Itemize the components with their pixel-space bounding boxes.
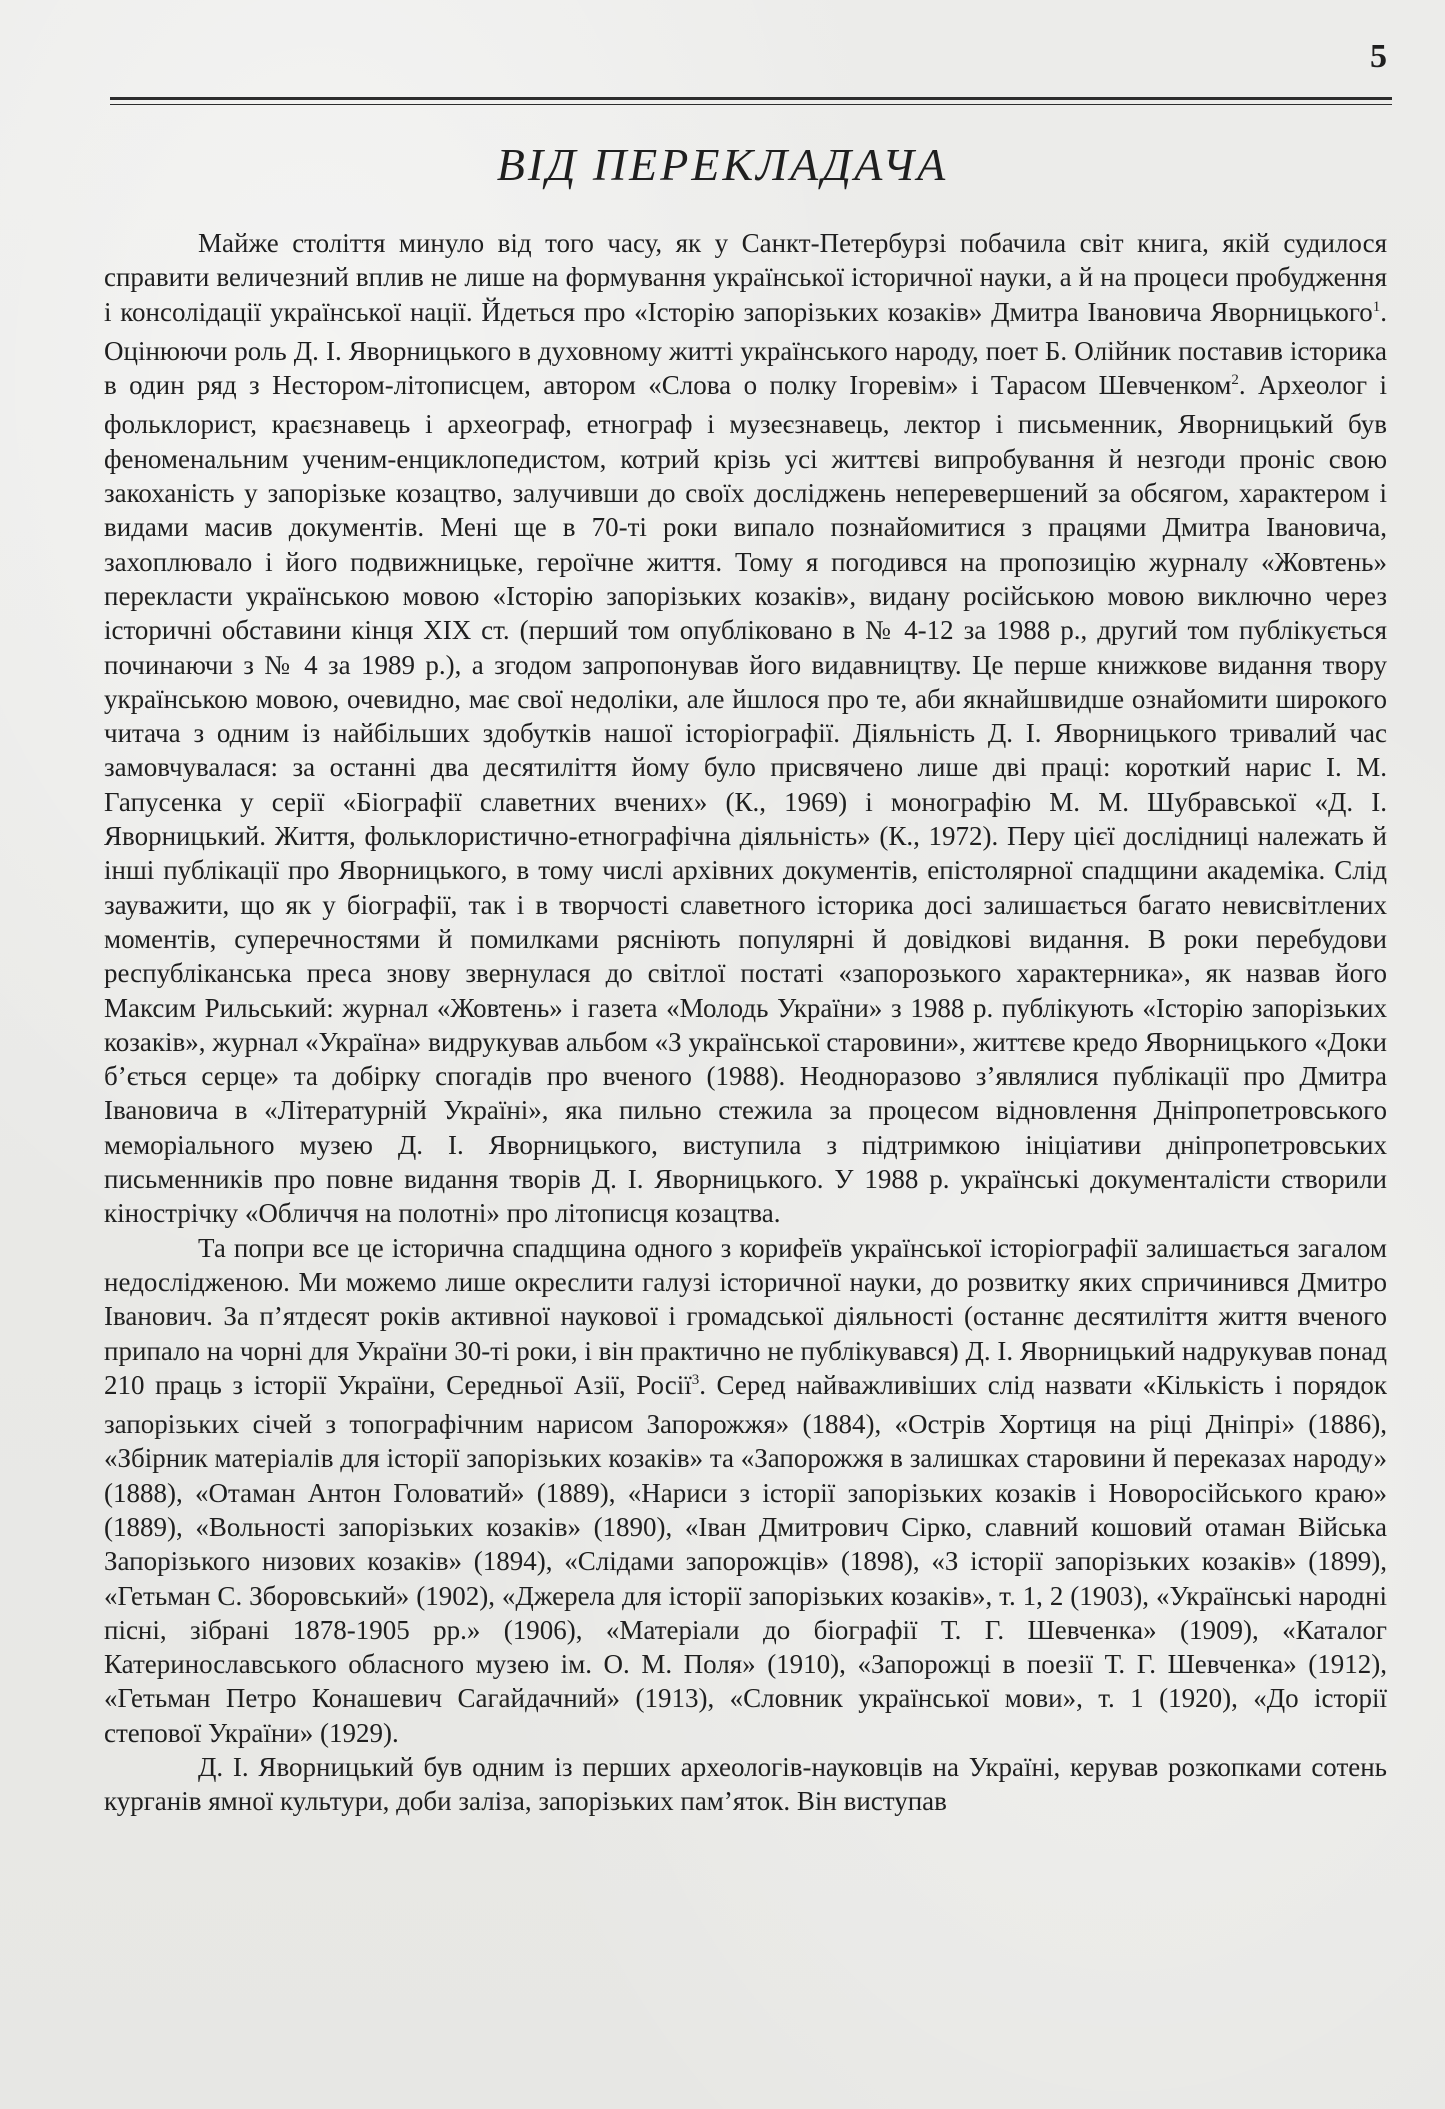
paragraph-2 <box>104 1231 1387 1750</box>
paragraph-1-part-c: . Археолог і фольклорист, краєзнавець і археограф, етнограф і музеєзнавець, лектор і письменник, Яворницький був феноменальним ученим-енциклопедистом, котрий крізь усі життєві випробування й незгоди проніс свою закоханість у запорізьке козацтво, залучивши до своїх досліджень неперевершений за обсягом, характером і видами масив документів. Мені ще в 70-ті роки випало познайомитися з працями Дмитра Івановича, захоплювало і його подвижницьке, героїчне життя. Тому я погодився на пропозицію журналу «Жовтень» перекласти українською мовою «Історію запорізьких козаків», видану російською мовою виключно через історичні обставини кінця XIX ст. (перший том опубліковано в № 4-12 за 1988 р., другий том публікується починаючи з № 4 за 1989 р.), а згодом запропонував його видавництву. Це перше книжкове видання твору українською мовою, очевидно, має свої недоліки, але йшлося про те, аби якнайшвидше ознайомити широкого читача з одним із найбільших здобутків нашої історіографії. Діяльність Д. І. Яворницького тривалий час замовчувалася: за останні два десятиліття йому було присвячено лише дві праці: короткий нарис І. М. Гапусенка у серії «Біографії славетних вчених» (К., 1969) і монографію М. М. Шубравської «Д. І. Яворницький. Життя, фольклористично-етнографічна діяльність» (К., 1972). Перу цієї дослідниці належать й інші публікації про Яворницького, в тому числі архівних документів, епістолярної спадщини академіка. Слід зауважити, що як у біографії, так і в творчості славетного історика досі залишається багато невисвітлених моментів, суперечностями й помилками рясніють популярні й довідкові видання. В роки перебудови республіканська преса знову звернулася до світлої постаті «запорозького характерника», як назвав його Максим Рильський: журнал «Жовтень» і газета «Молодь України» з 1988 р. публікують «Історію запорізьких козаків», журнал «Україна» видрукував альбом «З української старовини», життєве кредо Яворницького «Доки б’ється серце» та добірку спогадів про вченого (1988). Неодноразово з’являлися публікації про Дмитра Івановича в «Літературній Україні», яка пильно стежила за процесом відновлення Дніпропетровського меморіального музею Д. І. Яворницького, виступила з підтримкою ініціативи дніпропетровських письменників про повне видання творів Д. І. Яворницького. У 1988 р. українські документалісти створили кінострічку «Обличчя на полотні» про літописця козацтва. <box>104 370 1387 1229</box>
footnote-2: 2 <box>1231 372 1239 389</box>
paragraph-1 <box>104 226 1387 1231</box>
footnote-3: 3 <box>691 1371 700 1388</box>
paragraph-1-part-a: Майже століття минуло від того часу, як у Санкт-Петербурзі побачила світ книга, якій судилося справити величезний вплив не лише на формування української історичної науки, а й на процеси пробудження і консолідації української нації. Йдеться про «Історію запорізьких козаків» Дмитра Івановича Яворницького <box>104 228 1387 327</box>
footnote-1: 1 <box>1372 298 1381 315</box>
body-text <box>104 226 1387 1819</box>
page-number: 5 <box>1370 38 1387 75</box>
paragraph-2-part-a: Та попри все це історична спадщина одного з корифеїв української історіографії залишається загалом недослідженою. Ми можемо лише окреслити галузі історичної науки, до розвитку яких спричинився Дмитро Іванович. За п’ятдесят років активної наукової і громадської діяльності (останнє десятиліття життя вченого припало на чорні для України 30-ті роки, і він практично не публікувався) Д. І. Яворницький надрукував понад 210 праць з історії України, Середньої Азії, Росії <box>104 1232 1387 1400</box>
paragraph-3: Д. І. Яворницький був одним із перших археологів-науковців на Україні, керував розкопками сотень курганів ямної культури, доби заліза, запорізьких пам’яток. Він виступав <box>104 1752 1387 1817</box>
header-rule-thick <box>110 97 1392 100</box>
header-rule-thin <box>110 104 1392 105</box>
paragraph-1-part-b: . Оцінюючи роль Д. І. Яворницького в духовному житті українського народу, поет Б. Олійник поставив історика в один ряд з Нестором-літописцем, автором «Слова о полку Ігоревім» і Тарасом Шевченком <box>104 296 1387 401</box>
paragraph-2-part-b: . Серед найважливіших слід назвати «Кількість і порядок запорізьких січей з топографічним нарисом Запорожжя» (1884), «Острів Хортиця на ріці Дніпрі» (1886), «Збірник матеріалів для історії запорізьких козаків» та «Запорожжя в залишках старовини й переказах народу» (1888), «Отаман Антон Головатий» (1889), «Нариси з історії запорізьких козаків і Новоросійського краю» (1889), «Вольності запорізьких козаків» (1890), «Іван Дмитрович Сірко, славний кошовий отаман Війська Запорізького низових козаків» (1894), «Слідами запорожців» (1898), «З історії запорізьких козаків» (1899), «Гетьман С. Зборовський» (1902), «Джерела для історії запорізьких козаків», т. 1, 2 (1903), «Українські народні пісні, зібрані 1878-1905 рр.» (1906), «Матеріали до біографії Т. Г. Шевченка» (1909), «Каталог Катеринославського обласного музею ім. О. М. Поля» (1910), «Запорожці в поезії Т. Г. Шевченка» (1912), «Гетьман Петро Конашевич Сагайдачний» (1913), «Словник української мови», т. 1 (1920), «До історії степової України» (1929). <box>104 1369 1387 1748</box>
section-title: ВІД ПЕРЕКЛАДАЧА <box>496 139 949 190</box>
